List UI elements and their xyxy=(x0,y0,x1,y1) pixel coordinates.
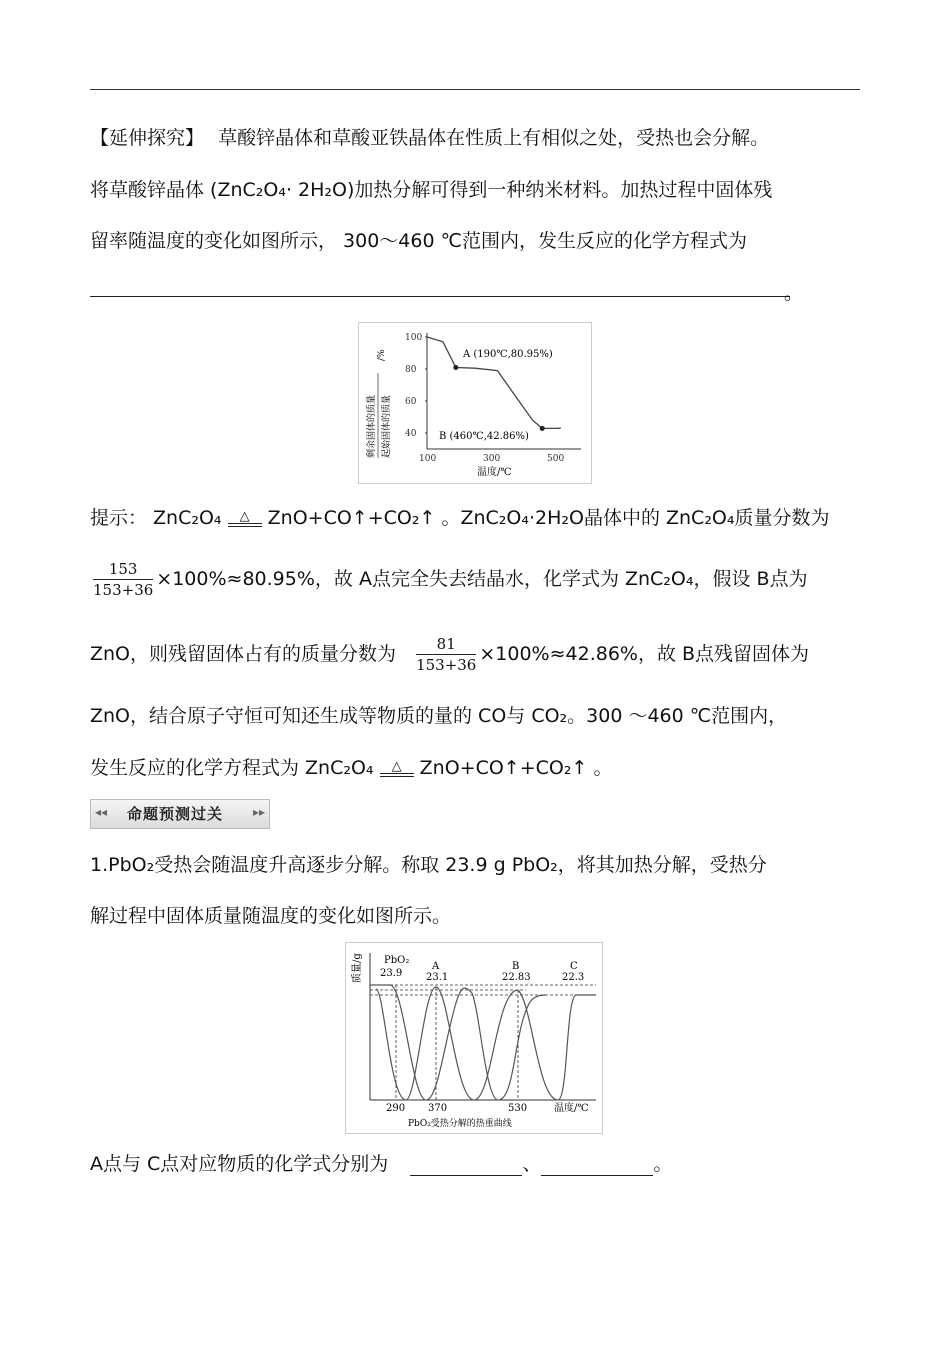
fig1-ytick: 80 xyxy=(405,365,417,375)
hint-line-5 xyxy=(90,756,612,780)
fig1-xtick: 500 xyxy=(547,454,565,464)
value-a: 23.1 xyxy=(426,972,449,983)
point-a-label: A (190℃,80.95%) xyxy=(463,349,553,360)
answer-blank-a[interactable] xyxy=(410,1157,522,1176)
fig1-xlabel: 温度/℃ xyxy=(477,467,512,478)
answer-end-mark: 。 xyxy=(653,1153,673,1175)
fig1-ytick: 40 xyxy=(405,429,417,439)
fig2-ylabel: 质量/g xyxy=(352,953,363,983)
hint-l1-a: 提示： ZnC₂O₄ xyxy=(90,507,222,529)
hint-l3-b: ×100%≈42.86%，故 B点残留固体为 xyxy=(479,643,810,665)
section-text-1: 草酸锌晶体和草酸亚铁晶体在性质上有相似之处，受热也会分解。 xyxy=(218,127,770,149)
hint-l2: ×100%≈80.95%，故 A点完全失去结晶水，化学式为 ZnC₂O₄，假设 B点为 xyxy=(156,568,808,590)
pbo2-chart xyxy=(346,943,602,1133)
fig1-ytick: 60 xyxy=(405,397,417,407)
fig1-xtick: 100 xyxy=(419,454,437,464)
fraction-2: $\frac{81}{153+36}$ xyxy=(416,635,477,674)
hint-line-4: ZnO，结合原子守恒可知还生成等物质的量的 CO与 CO₂。300 ～460 ℃范围内， xyxy=(90,705,788,727)
banner-left-arrows-icon: ◂◂ xyxy=(95,805,108,819)
section-banner xyxy=(90,799,270,829)
answer-blank-c[interactable] xyxy=(541,1157,653,1176)
label-b: B xyxy=(512,961,520,972)
fig1-ytick: 100 xyxy=(405,333,423,343)
paragraph-line-3: 留率随温度的变化如图所示， 300～460 ℃范围内，发生反应的化学方程式为 xyxy=(90,230,747,252)
figure-zinc-oxalate-curve xyxy=(358,322,592,484)
fraction-1: $\frac{153}{153+36}$ xyxy=(93,560,154,599)
hint-line-2 xyxy=(90,557,808,601)
hint-line-3 xyxy=(90,632,809,676)
fig1-xtick: 300 xyxy=(483,454,501,464)
value-b: 22.83 xyxy=(502,972,531,983)
point-b-label: B (460℃,42.86%) xyxy=(439,431,529,442)
zinc-oxalate-chart xyxy=(359,323,591,483)
hint-l1-b: ZnO+CO↑+CO₂↑ 。ZnC₂O₄·2H₂O晶体中的 ZnC₂O₄质量分数为 xyxy=(267,507,830,529)
value-c: 22.3 xyxy=(562,972,585,983)
heat-delta-2: △ xyxy=(380,761,414,777)
label-c: C xyxy=(570,961,578,972)
xtick-290: 290 xyxy=(386,1103,406,1114)
hint-l5-b: ZnO+CO↑+CO₂↑ 。 xyxy=(419,757,613,779)
fig2-xlabel: 温度/℃ xyxy=(554,1103,589,1114)
heat-delta-1: △ xyxy=(228,511,262,527)
xtick-530: 530 xyxy=(508,1103,528,1114)
xtick-370: 370 xyxy=(428,1103,448,1114)
hint-line-1 xyxy=(90,506,830,530)
question-l3-text: A点与 C点对应物质的化学式分别为 xyxy=(90,1153,389,1175)
point-b xyxy=(540,426,545,431)
answer-separator: 、 xyxy=(522,1153,542,1175)
answer-blank-long[interactable] xyxy=(90,296,790,297)
fig2-caption: PbO₂受热分解的热重曲线 xyxy=(408,1119,512,1129)
label-a: A xyxy=(432,961,440,972)
question-line-3 xyxy=(90,1152,672,1176)
value-pbo2: 23.9 xyxy=(380,968,403,979)
question-line-1: 1.PbO₂受热会随温度升高逐步分解。称取 23.9 g PbO₂，将其加热分解，受热分 xyxy=(90,854,767,876)
section-tag: 【延伸探究】 xyxy=(90,127,205,149)
figure-pbo2-curve xyxy=(345,942,603,1134)
banner-label: 命题预测过关 xyxy=(127,805,224,823)
fig1-ylabel-den: 起始固体的质量 xyxy=(382,394,392,458)
hint-l5-a: 发生反应的化学方程式为 ZnC₂O₄ xyxy=(90,757,374,779)
fig1-ylabel-unit: /% xyxy=(377,349,387,361)
banner-right-arrows-icon: ▸▸ xyxy=(252,805,265,819)
hint-l3-a: ZnO，则残留固体占有的质量分数为 xyxy=(90,643,397,665)
paragraph-line-4-end: 。 xyxy=(784,282,804,304)
label-pbo2: PbO₂ xyxy=(384,955,410,966)
fig1-ylabel-num: 剩余固体的质量 xyxy=(367,394,377,458)
question-line-2: 解过程中固体质量随温度的变化如图所示。 xyxy=(90,905,452,927)
top-rule xyxy=(90,89,860,90)
paragraph-line-2: 将草酸锌晶体 (ZnC₂O₄· 2H₂O)加热分解可得到一种纳米材料。加热过程中固体残 xyxy=(90,179,773,201)
point-a xyxy=(453,365,458,370)
paragraph-line-1 xyxy=(90,126,769,150)
